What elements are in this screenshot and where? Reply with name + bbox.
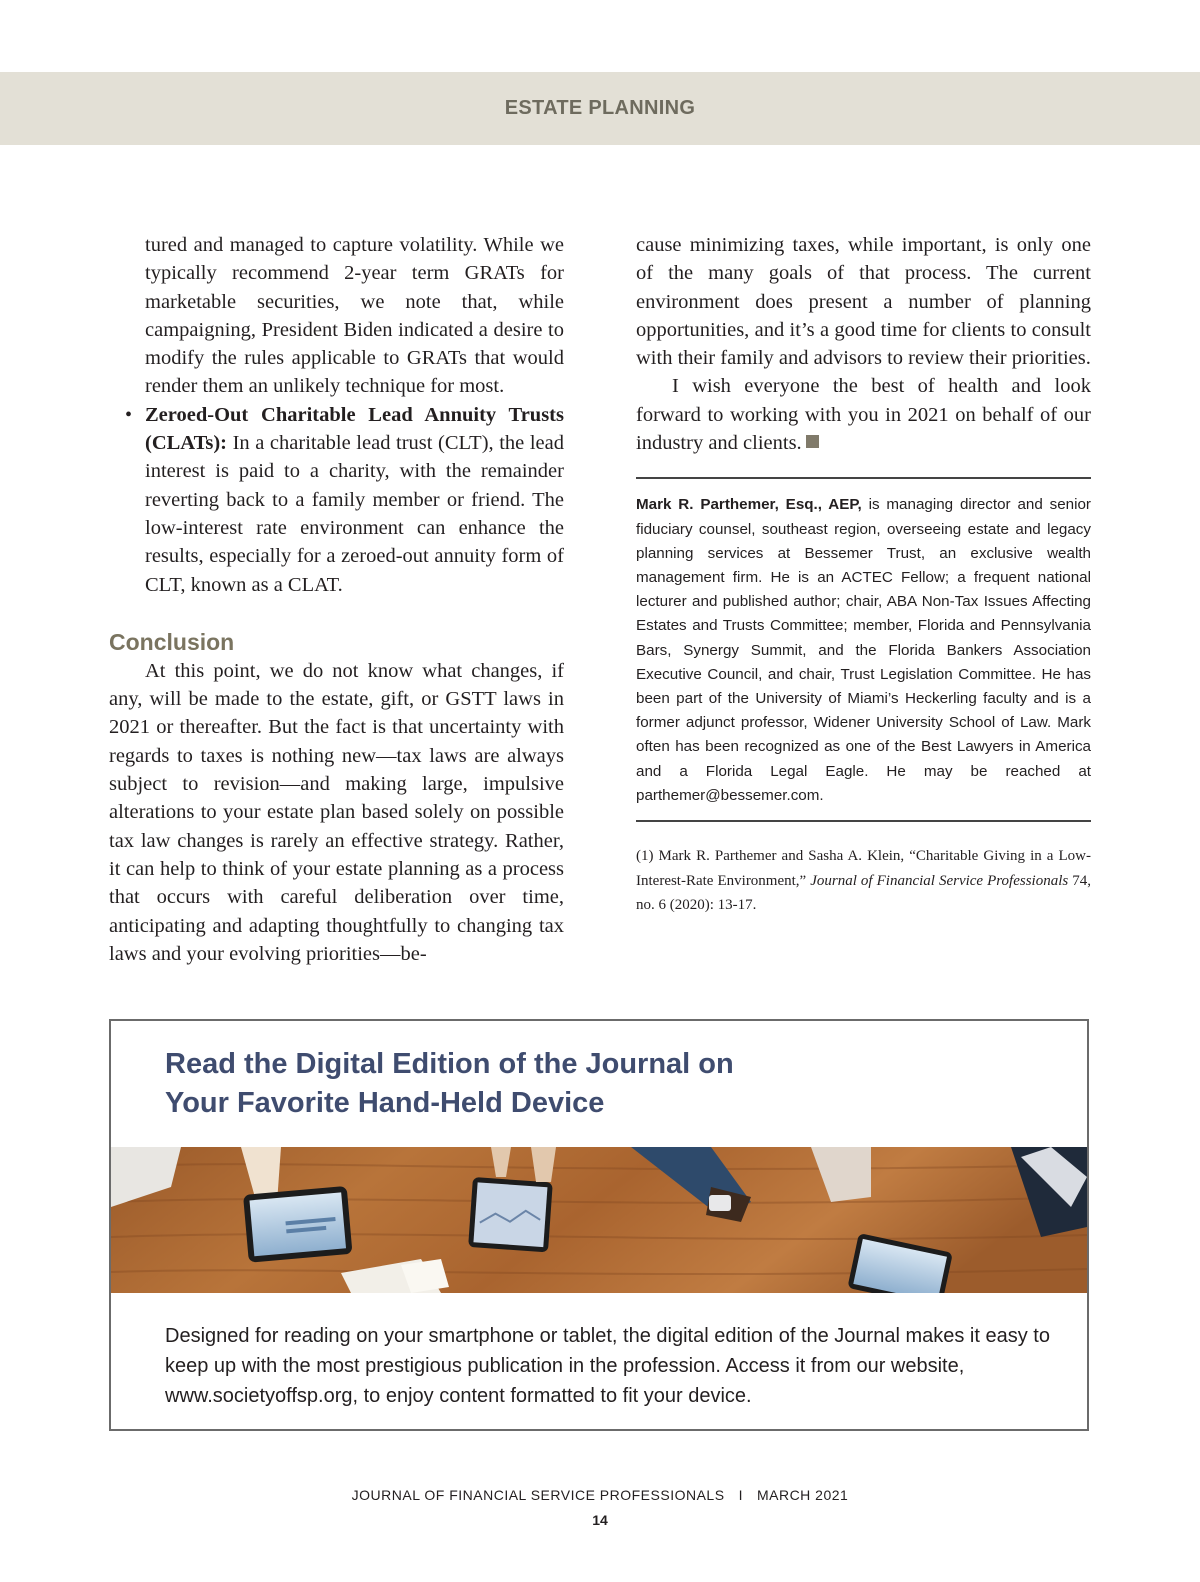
- continuation-paragraph: tured and managed to capture volatility. While we typically recommend 2-year term GRATs for marketable securities, we note that, while campaigning, President Biden indicated a desire to modify the rules applicable to GRATs that would render them an unlikely technique for most.: [145, 234, 564, 398]
- conclusion-paragraph: At this point, we do not know what changes, if any, will be made to the estate, gift, or GSTT laws in 2021 or thereafter. But the fact is that uncertainty with regards to taxes is nothing new—tax laws are always subject to revision—and making large, impulsive alterations to your estate plan based solely on possible tax law changes is rarely an effective strategy. Rather, it can help to think of your estate planning as a process that occurs with careful deliberation over time, anticipating and adapting thoughtfully to changing tax laws and your evolving priorities—be-: [109, 659, 564, 965]
- footer-separator: I: [738, 1487, 743, 1503]
- author-bio-text: is managing director and senior fiduciary counsel, southeast region, overseeing estate and legacy planning services at Bessemer Trust, an exclusive wealth management firm. He is an ACTEC Fellow; a frequent national lecturer and published author; chair, ABA Non-Tax Issues Affecting Estates and Trusts Committee; member, Florida and Pennsylvania Bars, Synergy Summit, and the Florida Bankers Association Executive Council, and chair, Trust Legislation Committee. He has been part of the University of Miami’s Heckerling faculty and is a former adjunct professor, Widener University School of Law. Mark often has been recognized as one of the Best Lawyers in America and a Florida Legal Eagle. He may be reached at parthemer@bessemer.com.: [636, 496, 1091, 804]
- footnote-citation: 74, no. 6 (2020): 13-17.: [636, 872, 1092, 914]
- author-bio: [636, 493, 1091, 808]
- issue-date: MARCH 2021: [756, 1487, 849, 1503]
- section-title: ESTATE PLANNING: [504, 97, 696, 119]
- divider: [636, 477, 1091, 479]
- author-name: Mark R. Parthemer, Esq., AEP,: [636, 496, 862, 514]
- page-number: 14: [592, 1512, 608, 1528]
- ad-title-line-1: Read the Digital Edition of the Journal on: [165, 1048, 734, 1080]
- journal-name: JOURNAL OF FINANCIAL SERVICE PROFESSIONALS: [351, 1487, 725, 1503]
- ad-title: [165, 1045, 965, 1123]
- bullet-dot-icon: •: [125, 403, 133, 426]
- divider: [636, 820, 1091, 822]
- ad-title-line-2: Your Favorite Hand-Held Device: [165, 1087, 605, 1119]
- conclusion-heading: Conclusion: [109, 628, 235, 655]
- page-footer: [0, 1487, 1200, 1503]
- end-mark-icon: [806, 435, 819, 448]
- section-header-bar: [0, 72, 1200, 145]
- closing-text: I wish everyone the best of health and look forward to working with you in 2021 on behalf of our industry and clients.: [636, 375, 1091, 455]
- continuation-paragraph-right: cause minimizing taxes, while important, is only one of the many goals of that process. The current environment does present a number of planning opportunities, and it’s a good time for clients to consult with their family and advisors to review their priorities.: [636, 234, 1091, 370]
- tablets-on-table-photo: [111, 1147, 1087, 1293]
- footnote-text: (1) Mark R. Parthemer and Sasha A. Klein, “Charitable Giving in a Low-Interest-Rate Environment,”: [636, 848, 1091, 889]
- digital-edition-ad: [109, 1019, 1089, 1431]
- footnote: [636, 844, 1091, 918]
- bullet-text: In a charitable lead trust (CLT), the lead interest is paid to a charity, with the remainder reverting back to a family member or friend. The low-interest rate environment can enhance the results, especially for a zeroed-out annuity form of CLT, known as a CLAT.: [145, 432, 564, 596]
- left-column: [109, 231, 564, 968]
- bullet-term: Zeroed-Out Charitable Lead Annuity Trusts (CLATs):: [145, 403, 564, 455]
- footnote-journal-title: Journal of Financial Service Professionals: [810, 872, 1069, 889]
- closing-paragraph: [636, 372, 1091, 457]
- list-item-clats: [109, 401, 564, 599]
- right-column: [636, 231, 1091, 918]
- ad-description: Designed for reading on your smartphone or tablet, the digital edition of the Journal makes it easy to keep up with the most prestigious publication in the profession. Access it from our website, www.societyoffsp.org, to enjoy content formatted to fit your device.: [165, 1325, 1050, 1407]
